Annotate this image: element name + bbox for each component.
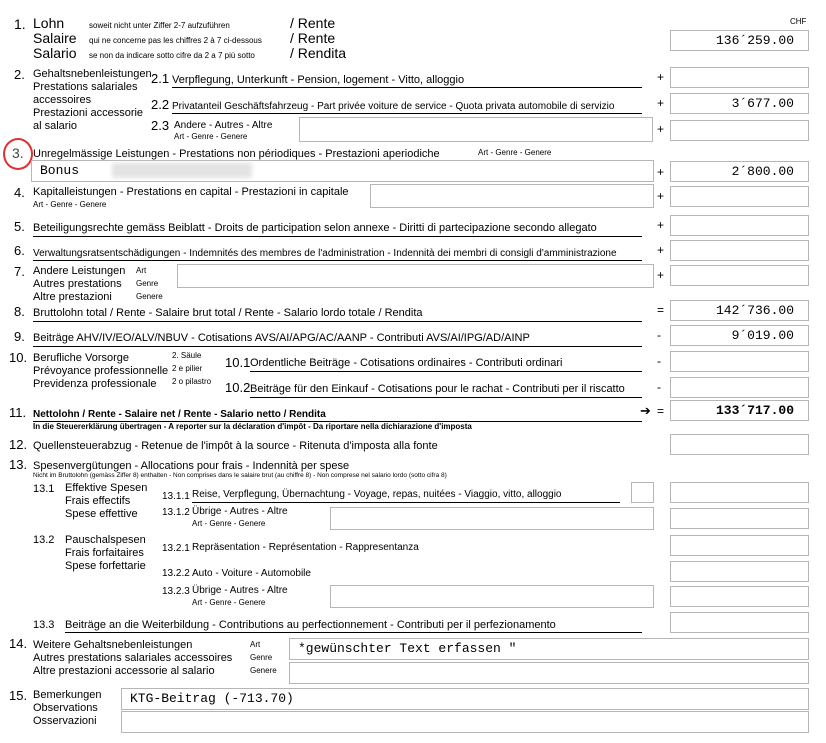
row1-rente-de: / Rente — [290, 15, 336, 31]
net-salary-field[interactable]: 133´717.00 — [670, 400, 809, 421]
row-number: 1. — [14, 16, 26, 32]
other-benefits-value-field[interactable] — [670, 265, 809, 286]
row1-label-fr: Salaire — [33, 30, 77, 46]
remarks-field-2[interactable] — [121, 711, 809, 733]
company-car-field[interactable]: 3´677.00 — [670, 93, 809, 114]
plus-sign: + — [657, 268, 665, 282]
bonus-text: Bonus — [40, 163, 80, 178]
minus-sign: - — [657, 354, 661, 368]
row2-2-label: Privatanteil Geschäftsfahrzeug - Part privée voiture de service - Quota privata automobile di servizio — [172, 101, 615, 112]
capital-benefits-value-field[interactable] — [670, 186, 809, 207]
pillar-label: 2. Säule — [172, 351, 202, 360]
other-flat-value-field[interactable] — [670, 586, 809, 607]
row15-label-line: Observations — [33, 702, 98, 714]
row13-2-label: Spese forfettarie — [65, 560, 146, 572]
row10-2-number: 10.2 — [225, 380, 251, 395]
row13-2-2-label: Auto - Voiture - Automobile — [192, 568, 311, 579]
row7-label-line: Altre prestazioni — [33, 291, 112, 303]
row2-label-line: Prestazioni accessorie — [33, 107, 144, 119]
row2-1-number: 2.1 — [151, 71, 170, 86]
row-number: 7. — [14, 264, 25, 279]
minus-sign: - — [657, 328, 661, 342]
row13-sub: Nicht im Bruttolohn (gemäss Ziffer 8) enthalten - Non comprises dans le salaire brut (au chiffre 8) - Non comprese nel salario lordo (sotto cifra 8) — [33, 472, 447, 479]
row10-2-label: Beiträge für den Einkauf - Cotisations pour le rachat - Contributi per il riscatto — [250, 383, 625, 395]
row13-2-1-number: 13.2.1 — [162, 543, 190, 554]
row14-art: Genre — [250, 653, 273, 662]
other-effective-value-field[interactable] — [670, 508, 809, 529]
row13-1-2-number: 13.1.2 — [162, 507, 190, 518]
currency-label: CHF — [790, 17, 807, 26]
plus-sign: + — [657, 165, 665, 179]
row-number: 8. — [14, 304, 25, 319]
row13-1-label: Frais effectifs — [65, 495, 131, 507]
further-benefits-text: *gewünschter Text erfassen " — [298, 641, 517, 656]
travel-expenses-field[interactable] — [670, 482, 809, 503]
gross-salary-field[interactable]: 142´736.00 — [670, 300, 809, 321]
row7-label-line: Autres prestations — [33, 278, 122, 290]
row2-label-line: al salario — [33, 120, 78, 132]
equals-sign: = — [657, 303, 665, 317]
plus-sign: + — [657, 70, 665, 84]
row2-3-label: Andere - Autres - Altre — [174, 120, 273, 131]
further-benefits-field[interactable] — [289, 638, 809, 660]
row15-label-line: Osservazioni — [33, 715, 97, 727]
further-benefits-field-2[interactable] — [289, 662, 809, 684]
row13-2-2-number: 13.2.2 — [162, 568, 190, 579]
row14-art: Genere — [250, 666, 277, 675]
plus-sign: + — [657, 243, 665, 257]
row13-1-2-sub: Art - Genre - Genere — [192, 519, 266, 528]
row3-label: Unregelmässige Leistungen - Prestations non périodiques - Prestazioni aperiodiche — [33, 148, 440, 160]
remarks-text: KTG-Beitrag (-713.70) — [130, 691, 294, 706]
board-compensation-field[interactable] — [670, 240, 809, 261]
row1-label-it: Salario — [33, 45, 77, 61]
plus-sign: + — [657, 122, 665, 136]
row13-2-number: 13.2 — [33, 534, 55, 546]
row10-1-label: Ordentliche Beiträge - Cotisations ordinaires - Contributi ordinari — [250, 357, 563, 369]
row7-art: Genre — [136, 279, 159, 288]
row1-label-de: Lohn — [33, 15, 65, 31]
row-number: 13. — [9, 457, 28, 472]
row14-label-line: Autres prestations salariales accessoires — [33, 652, 233, 664]
other-flat-type-field[interactable] — [330, 585, 654, 608]
row14-label-line: Weitere Gehaltsnebenleistungen — [33, 639, 193, 651]
row1-sub-it: se non da indicare sotto cifre da 2 a 7 più sotto — [89, 51, 255, 60]
row2-2-number: 2.2 — [151, 97, 170, 112]
salary-value-field[interactable]: 136´259.00 — [670, 30, 809, 51]
row-number: 12. — [9, 437, 28, 452]
pillar-label: 2 e pilier — [172, 364, 203, 373]
row13-1-1-number: 13.1.1 — [162, 491, 190, 502]
row-number: 4. — [14, 185, 25, 200]
capital-benefits-type-field[interactable] — [370, 184, 654, 208]
row10-label-line: Previdenza professionale — [33, 378, 157, 390]
minus-sign: - — [657, 380, 661, 394]
row13-2-label: Frais forfaitaires — [65, 547, 144, 559]
row3-art-label: Art - Genre - Genere — [478, 148, 552, 157]
plus-sign: + — [657, 189, 665, 203]
row-number: 2. — [14, 67, 25, 82]
row9-label: Beiträge AHV/IV/EO/ALV/NBUV - Cotisations AVS/AI/APG/AC/AANP - Contributi AVS/AI/IPG/AD/AINP — [33, 332, 530, 344]
row2-label-line: Gehaltsnebenleistungen — [33, 68, 152, 80]
row2-3-sub: Art - Genre - Genere — [174, 132, 248, 141]
withholding-tax-field[interactable] — [670, 434, 809, 455]
row13-2-label: Pauschalspesen — [65, 534, 146, 546]
row13-2-3-number: 13.2.3 — [162, 586, 190, 597]
car-allowance-field[interactable] — [670, 561, 809, 582]
irregular-benefits-value-field[interactable]: 2´800.00 — [670, 161, 809, 182]
row13-2-1-label: Repräsentation - Représentation - Rappresentanza — [192, 542, 419, 553]
row10-label-line: Prévoyance professionnelle — [33, 365, 169, 377]
arrow-right-icon: ➔ — [640, 403, 651, 418]
row10-1-number: 10.1 — [225, 355, 251, 370]
redacted-area — [112, 163, 252, 178]
row13-2-3-label: Übrige - Autres - Altre — [192, 585, 288, 596]
other-benefits-value-field[interactable] — [670, 120, 809, 141]
other-benefits-type-field[interactable] — [177, 264, 654, 288]
row-number: 15. — [9, 688, 28, 703]
row14-art: Art — [250, 640, 261, 649]
social-contributions-field[interactable]: 9´019.00 — [670, 325, 809, 346]
row11-sub: In die Steuererklärung übertragen - A reporter sur la déclaration d'impôt - Da riportare nella dichiarazione d'imposta — [33, 422, 472, 431]
row7-label-line: Andere Leistungen — [33, 265, 126, 277]
row-number: 5. — [14, 219, 25, 234]
row1-rente-fr: / Rente — [290, 30, 336, 46]
equals-sign: = — [657, 404, 665, 418]
row13-1-label: Spese effettive — [65, 508, 138, 520]
row13-3-number: 13.3 — [33, 619, 55, 631]
row1-sub-de: soweit nicht unter Ziffer 2-7 aufzuführen — [89, 21, 230, 30]
row1-sub-fr: qui ne concerne pas les chiffres 2 à 7 ci-dessous — [89, 36, 262, 45]
row13-label: Spesenvergütungen - Allocations pour frais - Indennità per spese — [33, 460, 350, 472]
row13-1-2-label: Übrige - Autres - Altre — [192, 506, 288, 517]
row2-label-line: accessoires — [33, 94, 92, 106]
row11-label: Nettolohn / Rente - Salaire net / Rente - Salario netto / Rendita — [33, 409, 326, 420]
row2-1-label: Verpflegung, Unterkunft - Pension, logement - Vitto, alloggio — [172, 74, 465, 86]
pension-ordinary-field[interactable] — [670, 351, 809, 372]
meals-lodging-field[interactable] — [670, 67, 809, 88]
travel-expenses-checkbox[interactable] — [631, 482, 654, 503]
row6-label: Verwaltungsratsentschädigungen - Indemnités des membres de l'administration - Indennità dei membri di consigli d'amministrazione — [33, 248, 617, 259]
row2-label-line: Prestations salariales — [33, 81, 138, 93]
row13-1-label: Effektive Spesen — [65, 482, 148, 494]
row-number: 10. — [9, 350, 28, 365]
representation-field[interactable] — [670, 535, 809, 556]
other-effective-type-field[interactable] — [330, 507, 654, 530]
plus-sign: + — [657, 218, 665, 232]
row13-1-1-label: Reise, Verpflegung, Übernachtung - Voyage, repas, nuitées - Viaggio, vitto, alloggio — [192, 489, 562, 500]
remarks-field[interactable] — [121, 688, 809, 710]
row13-2-3-sub: Art - Genre - Genere — [192, 598, 266, 607]
row-number: 14. — [9, 636, 28, 651]
row2-3-number: 2.3 — [151, 118, 170, 133]
row15-label-line: Bemerkungen — [33, 689, 102, 701]
plus-sign: + — [657, 96, 665, 110]
other-benefits-type-field[interactable] — [299, 117, 653, 142]
row7-art: Genere — [136, 292, 163, 301]
row-number: 6. — [14, 243, 25, 258]
row13-3-label: Beiträge an die Weiterbildung - Contributions au perfectionnement - Contributi per il perfezionamento — [65, 619, 556, 631]
row14-label-line: Altre prestazioni accessorie al salario — [33, 665, 215, 677]
row4-sub: Art - Genre - Genere — [33, 200, 107, 209]
row13-1-number: 13.1 — [33, 483, 55, 495]
pillar-label: 2 o pilastro — [172, 377, 212, 386]
row8-label: Bruttolohn total / Rente - Salaire brut total / Rente - Salario lordo totale / Rendita — [33, 307, 423, 319]
row12-label: Quellensteuerabzug - Retenue de l'impôt à la source - Ritenuta d'imposta alla fonte — [33, 440, 438, 452]
row-number: 3. — [12, 145, 24, 161]
training-contributions-field[interactable] — [670, 612, 809, 633]
row4-label: Kapitalleistungen - Prestations en capital - Prestazioni in capitale — [33, 186, 349, 198]
row1-rendita-it: / Rendita — [290, 45, 347, 61]
row7-art: Art — [136, 266, 147, 275]
participation-rights-field[interactable] — [670, 215, 809, 236]
row5-label: Beteiligungsrechte gemäss Beiblatt - Droits de participation selon annexe - Diritti di partecipazione secondo allegato — [33, 222, 597, 234]
row-number: 9. — [14, 329, 25, 344]
row10-label-line: Berufliche Vorsorge — [33, 352, 129, 364]
row-number: 11. — [9, 405, 27, 420]
pension-buyin-field[interactable] — [670, 377, 809, 398]
